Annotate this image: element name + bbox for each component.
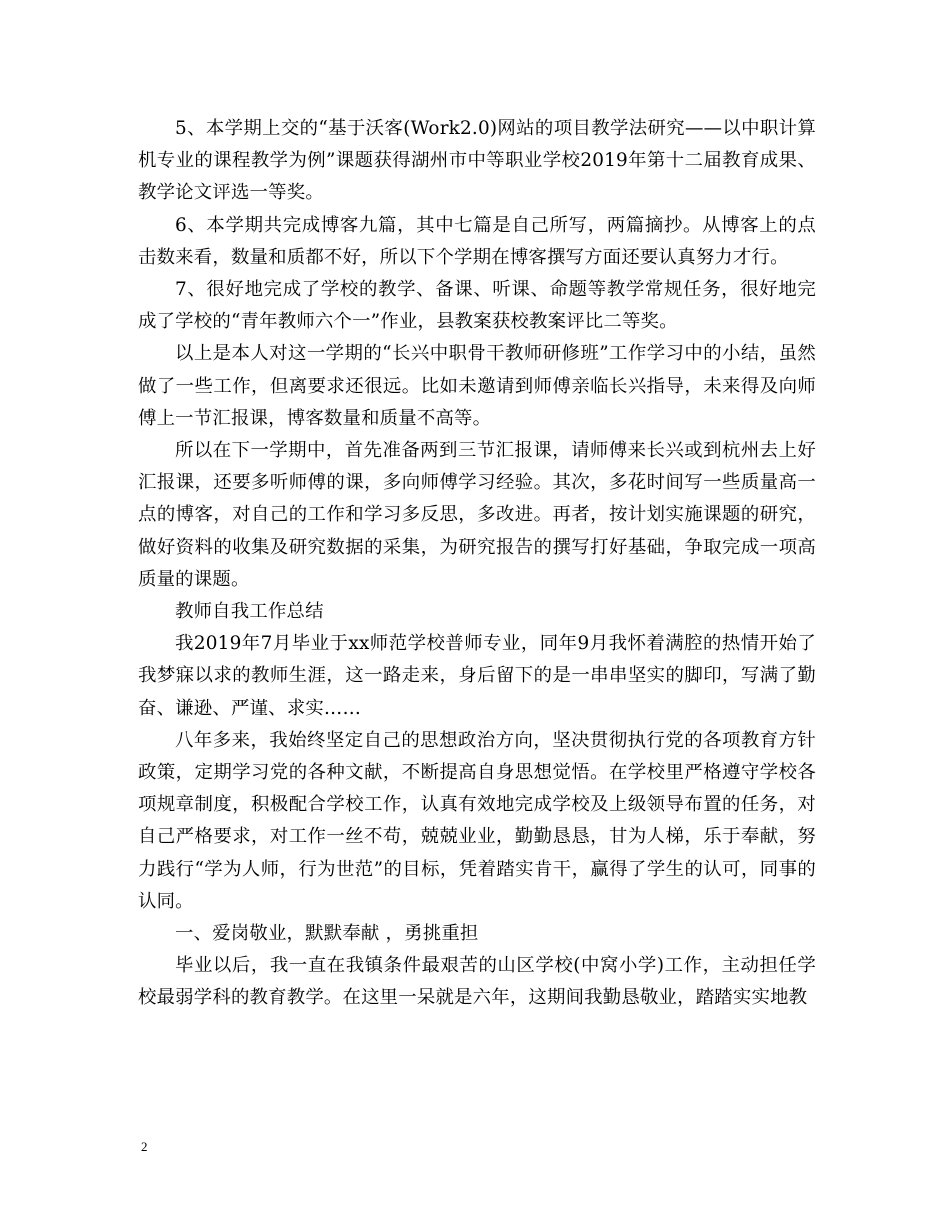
paragraph-item-6: 6、本学期共完成博客九篇，其中七篇是自己所写，两篇摘抄。从博客上的点击数来看，数量和质都不好，所以下个学期在博客撰写方面还要认真努力才行。 (138, 214, 816, 268)
section-heading: 教师自我工作总结 (175, 601, 324, 623)
paragraph-intro: 我2019年7月毕业于xx师范学校普师专业，同年9月我怀着满腔的热情开始了我梦寐以求的教师生涯，这一路走来，身后留下的是一串串坚实的脚印，写满了勤奋、谦逊、严谨、求实…… (138, 633, 816, 719)
paragraph-next-term-plan: 所以在下一学期中，首先准备两到三节汇报课，请师傅来长兴或到杭州去上好汇报课，还要多听师傅的课，多向师傅学习经验。其次，多花时间写一些质量高一点的博客，对自己的工作和学习多反思，多改进。再者，按计划实施课题的研究，做好资料的收集及研究数据的采集，为研究报告的撰写打好基础，争取完成一项高质量的课题。 (138, 440, 816, 590)
paragraph-item-7: 7、很好地完成了学校的教学、备课、听课、命题等教学常规任务，很好地完成了学校的“青年教师六个一”作业，县教案获校教案评比二等奖。 (138, 279, 816, 333)
subheading-dedication: 一、爱岗敬业，默默奉献 ，勇挑重担 (175, 923, 479, 945)
document-body (138, 113, 816, 1015)
paragraph-item-5: 5、本学期上交的“基于沃客(Work2.0)网站的项目教学法研究——以中职计算机专业的课程教学为例”课题获得湖州市中等职业学校2019年第十二届教育成果、教学论文评选一等奖。 (138, 118, 816, 204)
paragraph-after-graduation: 毕业以后，我一直在我镇条件最艰苦的山区学校(中窝小学)工作，主动担任学校最弱学科的教育教学。在这里一呆就是六年，这期间我勤恳敬业，踏踏实实地教 (138, 955, 816, 1009)
paragraph-summary: 以上是本人对这一学期的“长兴中职骨干教师研修班”工作学习中的小结，虽然做了一些工作，但离要求还很远。比如未邀请到师傅亲临长兴指导，未来得及向师傅上一节汇报课，博客数量和质量不高等。 (138, 343, 816, 429)
page-number: 2 (141, 1139, 148, 1154)
paragraph-political: 八年多来，我始终坚定自己的思想政治方向，坚决贯彻执行党的各项教育方针政策，定期学习党的各种文献，不断提高自身思想觉悟。在学校里严格遵守学校各项规章制度，积极配合学校工作，认真有效地完成学校及上级领导布置的任务，对自己严格要求，对工作一丝不苟，兢兢业业，勤勤恳恳，甘为人梯，乐于奉献，努力践行“学为人师，行为世范”的目标，凭着踏实肯干，赢得了学生的认可，同事的认同。 (138, 729, 816, 912)
